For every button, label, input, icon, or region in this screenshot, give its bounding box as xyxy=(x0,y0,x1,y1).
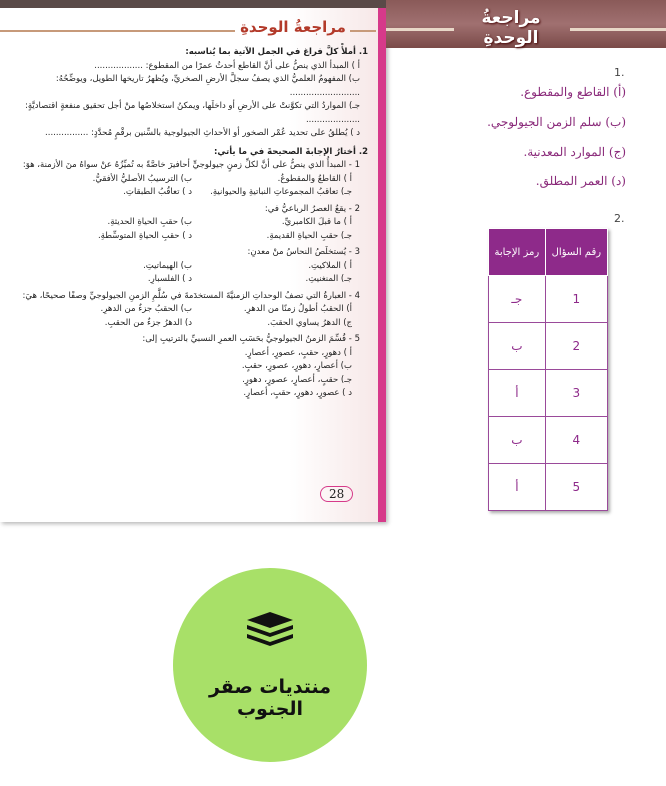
option-text: د ) حقبِ الحياةِ المتوسِّطةِ. xyxy=(97,230,192,241)
option-text: جـ) تعاقبُ المجموعاتِ النباتيةِ والحيوانيةِ. xyxy=(210,187,352,197)
mcq-option-row xyxy=(0,260,352,274)
question-number: 1 xyxy=(545,276,607,323)
question-number: 5 xyxy=(545,464,607,511)
mcq-option-row xyxy=(0,230,352,244)
option-text: ب) الهيماتيتِ. xyxy=(143,260,192,271)
header-question-number: رقم السؤال xyxy=(545,229,607,276)
q1-number: 1. xyxy=(614,66,625,79)
mcq-stem: 4 - العبارةُ التي تصفُ الوحداتِ الزمنيَّةَ المستخدَمةَ في سُلَّمِ الزمنِ الجيولوجيِّ وصفًا صحيحًا، هيَ: xyxy=(22,290,360,301)
divider xyxy=(386,28,454,31)
option-text: ب) حقبِ الحياةِ الحديثةِ. xyxy=(107,217,192,227)
questions xyxy=(0,46,372,404)
option-text: ب) أعصارٍ، دهورٍ، عصورٍ، حقبٍ. xyxy=(241,361,352,371)
option-text: د ) عصورٍ، دهورٍ، حقبٍ، أعصارٍ. xyxy=(243,388,352,398)
textbook-page xyxy=(0,0,386,522)
q1-item: أ ) المبدأ الذي ينصُّ على أنَّ القاطع أحدثُ عمرًا من المقطوع: .................. xyxy=(94,60,360,71)
mcq-stem: 5 - قُسِّمَ الزمنُ الجيولوجيُّ بحَسَبِ العمرِ النسبيِّ بالترتيبِ إلى: xyxy=(142,334,360,344)
mcq-stem: 2 - يقعُ العصرُ الرباعيُّ في: xyxy=(264,203,360,214)
option-text: د ) الفلسبارِ. xyxy=(147,274,192,284)
q1-item: ب) المفهومُ العلميُّ الذي يصفُ سجلَّ الأرضِ الصخريِّ، ويُظهرُ تاريخها الطويل، ويوضِّحُهُ: .......................... xyxy=(55,74,360,98)
table-row xyxy=(489,276,608,323)
mcq-option xyxy=(0,347,352,361)
books-icon xyxy=(245,610,295,650)
mcq-option-row xyxy=(0,303,352,317)
divider xyxy=(350,30,376,32)
table-row xyxy=(489,370,608,417)
page-title: مراجعةُ الوحدةِ xyxy=(240,18,346,36)
table-row xyxy=(489,464,608,511)
table-row xyxy=(489,417,608,464)
option-text: جـ) حقبِ الحياةِ القديمةِ. xyxy=(266,230,352,241)
option-text: ج) الدهرُ يساوي الحقبَ. xyxy=(267,317,352,328)
question-number: 2 xyxy=(545,323,607,370)
option-text: جـ) حقبٍ، أعصارٍ، عصورٍ، دهورٍ. xyxy=(242,374,352,385)
q2-number: 2. xyxy=(614,212,625,225)
mcq-option xyxy=(0,387,352,401)
q1-item: جـ) المواردُ التي تكوَّنتْ على الأرضِ أو داخلَها، ويمكنُ استخلاصُها منْ أجل تحقيق منفعةٍ اقتصاديَّةٍ: .................... xyxy=(24,101,360,125)
option-text: جـ) المنغنيتِ. xyxy=(305,274,352,284)
answer-item: (ج) الموارد المعدنية. xyxy=(523,145,626,159)
mcq-option-row xyxy=(0,173,352,187)
option-text: ب) الترسيبُ الأصليُّ الأفقيُّ. xyxy=(92,173,192,184)
mcq-option-row xyxy=(0,273,352,287)
table-header xyxy=(489,229,608,276)
answers-table xyxy=(488,228,608,511)
page-border xyxy=(378,8,386,522)
mcq-option-row xyxy=(0,216,352,230)
q1-item: د ) يُطلقُ على تحديد عُمْر الصخور أو الأحداثِ الجيولوجية بالسِّنين برقْمٍ مُحدَّدٍ: ................ xyxy=(45,128,360,138)
mcq-option xyxy=(0,374,352,388)
mcq-stem: 1 - المبدأُ الذي ينصُّ على أنَّ لكلِّ زمنٍ جيولوجيٍّ أحافيرَ خاصَّةً به تُميِّزُهُ عنْ سواهُ منَ الأزمنة، هوَ: xyxy=(22,160,360,170)
question-number: 4 xyxy=(545,417,607,464)
page-number: 28 xyxy=(320,486,353,502)
divider xyxy=(0,30,235,32)
question-number: 3 xyxy=(545,370,607,417)
option-text: د) الدهرُ جزءٌ من الحقبِ. xyxy=(104,317,192,328)
divider xyxy=(570,28,666,31)
answers-banner xyxy=(386,0,666,48)
top-bar xyxy=(0,0,386,8)
option-text: أ ) دهورٍ، حقبٍ، عصورٍ، أعصارٍ. xyxy=(244,347,352,358)
q2-heading: 2. أختارُ الإجابةَ الصحيحةَ في ما يأتي: xyxy=(214,146,368,157)
mcq-option xyxy=(0,360,352,374)
answer-code: جـ xyxy=(489,276,546,323)
option-text: د ) تعاقُبُ الطبقاتِ. xyxy=(123,187,192,197)
table-row xyxy=(489,323,608,370)
answer-code: أ xyxy=(489,370,546,417)
answer-code: ب xyxy=(489,417,546,464)
answer-item: (د) العمر المطلق. xyxy=(535,174,626,188)
option-text: ب) الحقبُ جزءٌ من الدهرِ. xyxy=(100,304,192,314)
answer-code: أ xyxy=(489,464,546,511)
mcq-option-row xyxy=(0,317,352,331)
q1-heading: 1. أملأْ كلَّ فراغ في الجمل الآتية بما يُناسبه: xyxy=(185,47,368,57)
option-text: أ ) الملاكيتِ. xyxy=(308,260,352,271)
option-text: أ ) ما قبلَ الكامبريِّ. xyxy=(281,217,352,227)
answer-code: ب xyxy=(489,323,546,370)
mcq-stem: 3 - يُستخلَصُ النحاسُ منْ معدنِ: xyxy=(247,247,360,257)
header-answer-code: رمز الإجابة xyxy=(489,229,546,276)
mcq-option-row xyxy=(0,186,352,200)
answer-item: (أ) القاطع والمقطوع. xyxy=(520,85,626,99)
answer-item: (ب) سلم الزمن الجيولوجي. xyxy=(487,115,626,129)
option-text: أ) الحقبُ أطولُ زمنًا من الدهرِ. xyxy=(243,304,352,314)
option-text: أ ) القاطعُ والمقطوعُ. xyxy=(277,173,352,184)
forum-logo xyxy=(173,568,367,762)
logo-text: منتديات صقر الجنوب xyxy=(208,676,332,720)
answers-title: مراجعةُ الوحدةِ xyxy=(481,8,541,48)
